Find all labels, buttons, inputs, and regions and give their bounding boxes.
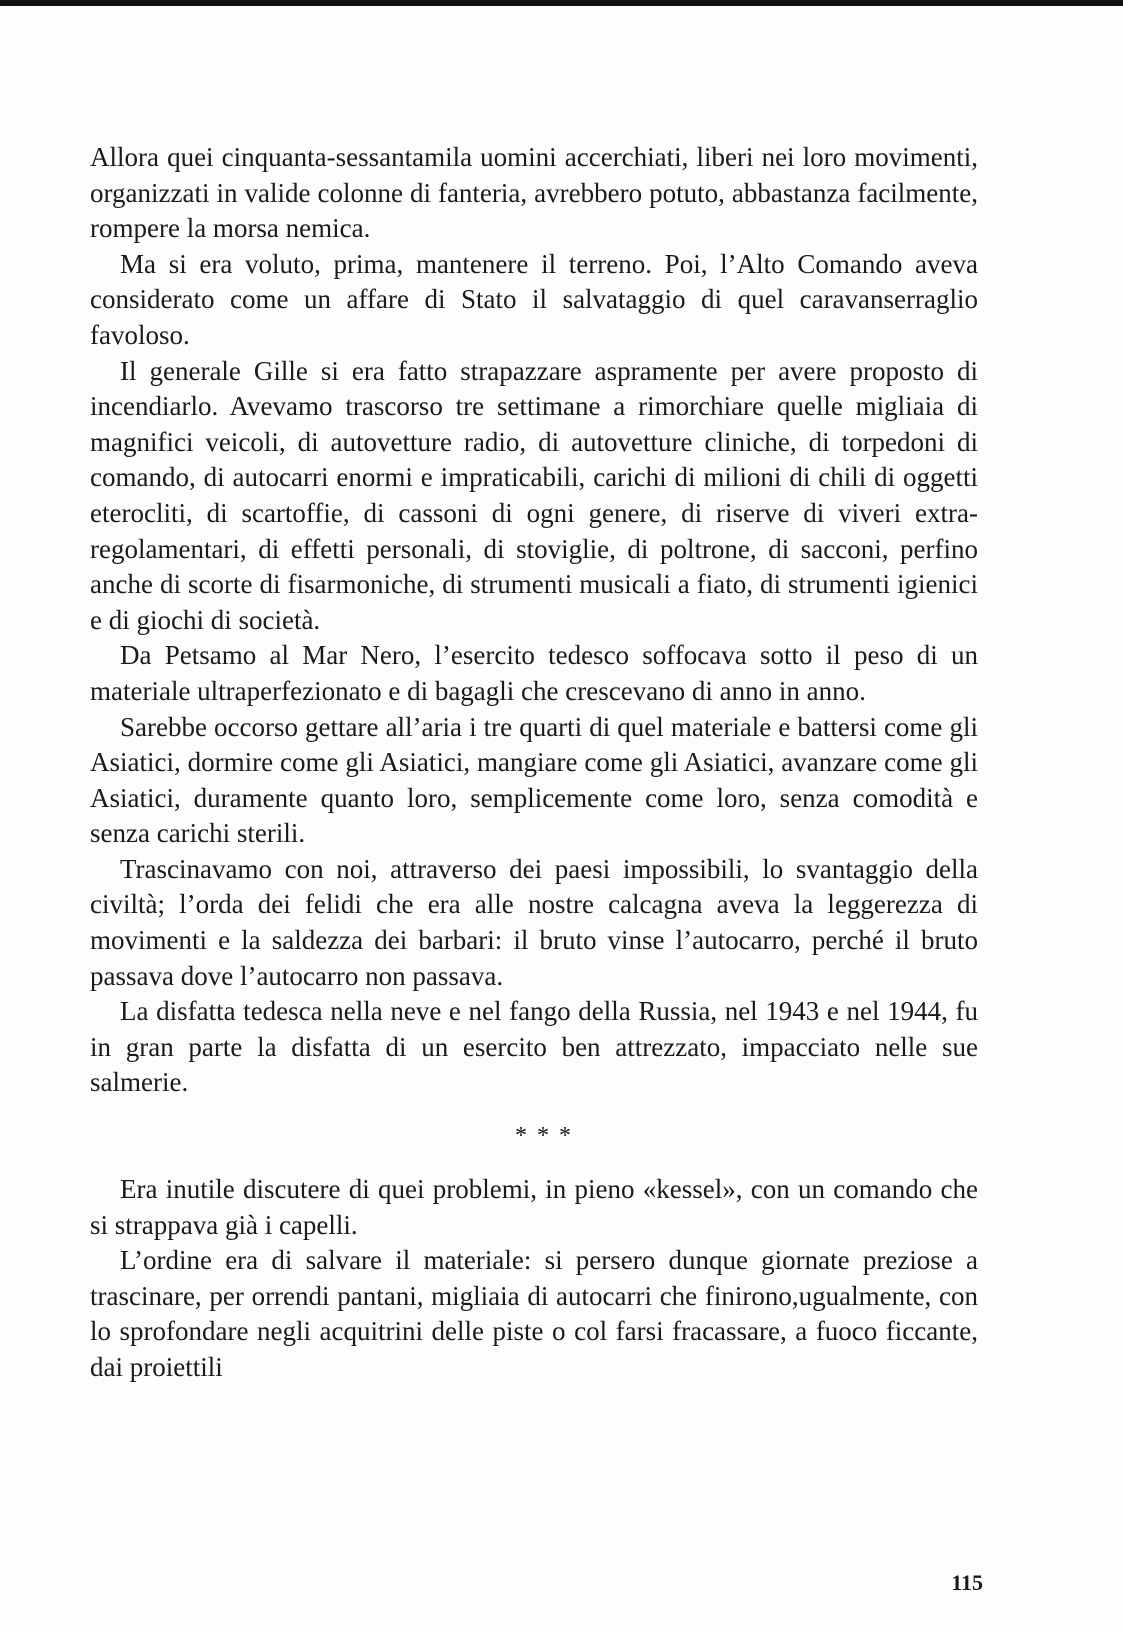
top-rule [0,0,1123,6]
paragraph-6: Trascinavamo con noi, attraverso dei paesi impossibili, lo svantaggio della civiltà; l’orda dei felidi che era alle nostre calcagna aveva la leggerezza di movimenti e la saldezza dei barbari: il bruto vinse l’autocarro, perché il bruto passava dove l’autocarro non passava. [90,853,978,991]
paragraph-2: Ma si era voluto, prima, mantenere il terreno. Poi, l’Alto Comando aveva considerato come un affare di Stato il salvataggio di quel caravanserraglio favoloso. [90,248,978,350]
paragraph-1: Allora quei cinquanta-sessantamila uomini accerchiati, liberi nei loro movimenti, organizzati in valide colonne di fanteria, avrebbero potuto, abbastanza facilmente, rompere la morsa nemica. [90,142,978,244]
paragraph-8: Era inutile discutere di quei problemi, in pieno «kessel», con un comando che si strappava già i capelli. [90,1174,978,1240]
paragraph-3: Il generale Gille si era fatto strapazzare aspramente per avere proposto di incendiarlo. Avevamo trascorso tre settimane a rimorchiare quelle migliaia di magnifici veicoli, di autovetture radio, di autovetture cliniche, di torpedoni di comando, di autocarri enormi e impraticabili, carichi di milioni di chili di oggetti eterocliti, di scartoffie, di cassoni di ogni genere, di riserve di viveri extra-regolamentari, di effetti personali, di stoviglie, di poltrone, di sacconi, perfino anche di scorte di fisarmoniche, di strumenti musicali a fiato, di strumenti igienici e di giochi di società. [90,355,978,635]
paragraph-9: L’ordine era di salvare il materiale: si persero dunque giornate preziose a trascinare, per orrendi pantani, migliaia di autocarri che finirono,ugualmente, con lo sprofondare negli acquitrini delle piste o col farsi fracassare, a fuoco ficcante, dai proiettili [90,1245,978,1382]
section-break-asterisks: * * * [515,1123,573,1150]
page-number: 115 [951,1570,983,1595]
paragraph-4: Da Petsamo al Mar Nero, l’esercito tedesco soffocava sotto il peso di un materiale ultraperfezionato e di bagagli che crescevano di anno in anno. [90,640,978,706]
page-body [90,140,978,1386]
paragraph-7: La disfatta tedesca nella neve e nel fango della Russia, nel 1943 e nel 1944, fu in gran parte la disfatta di un esercito ben attrezzato, impacciato nelle sue salmerie. [90,996,978,1098]
paragraph-5: Sarebbe occorso gettare all’aria i tre quarti di quel materiale e battersi come gli Asiatici, dormire come gli Asiatici, mangiare come gli Asiatici, avanzare come gli Asiatici, duramente quanto loro, semplicemente come loro, senza comodità e senza carichi sterili. [90,711,978,849]
